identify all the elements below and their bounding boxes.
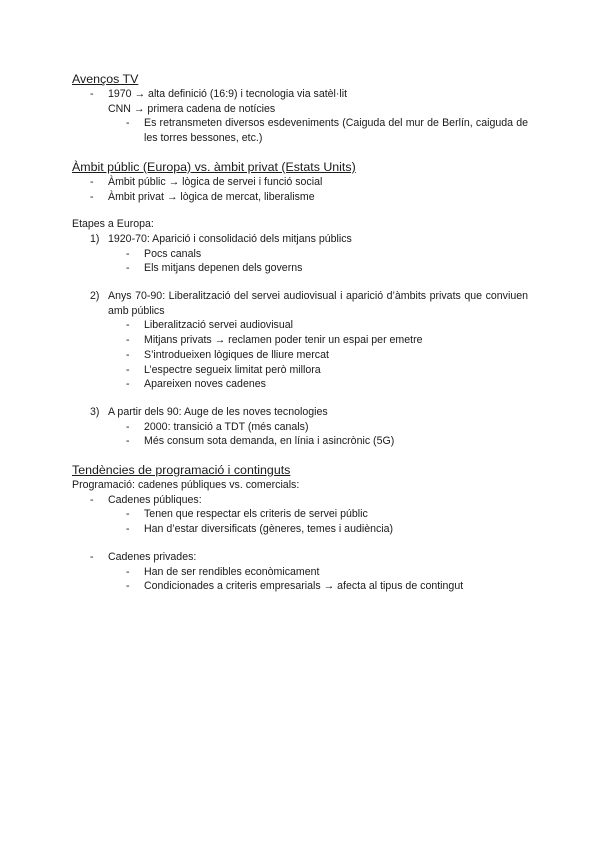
list-item-text: Pocs canals	[144, 247, 202, 260]
sub-list-item	[72, 348, 528, 363]
programacio-intro: Programació: cadenes públiques vs. comercials:	[72, 479, 300, 492]
list-item-text: CNN → primera cadena de notícies	[108, 102, 276, 115]
ambit-list	[72, 175, 528, 204]
list-item-text: Mitjans privats → reclamen poder tenir un espai per emetre	[144, 334, 423, 347]
list-item	[72, 87, 528, 102]
dash-bullet: -	[126, 319, 130, 332]
list-item-text: Es retransmeten diversos esdeveniments (Caiguda del mur de Berlín, caiguda de les torres bessones, etc.)	[144, 117, 528, 145]
list-item-text: 1970 → alta definició (16:9) i tecnologia via satèl·lit	[108, 88, 348, 100]
avencos-list	[72, 87, 528, 146]
stage-text: Anys 70-90: Liberalització del servei audiovisual i aparició d’àmbits privats que conviuen amb públics	[108, 290, 528, 317]
document-page	[72, 71, 528, 594]
dash-bullet: -	[126, 523, 130, 536]
sub-list-item	[72, 507, 528, 522]
dash-bullet: -	[126, 580, 130, 593]
list-item-text: 2000: transició a TDT (més canals)	[144, 420, 309, 433]
list-item	[72, 493, 528, 508]
list-item-text: Apareixen noves cadenes	[144, 378, 266, 391]
list-item-text: Àmbit públic → lògica de servei i funció social	[108, 175, 323, 188]
etapes-list-3	[72, 405, 528, 449]
dash-bullet: -	[90, 190, 94, 203]
dash-bullet: -	[126, 565, 130, 578]
stage-number: 3)	[90, 405, 100, 418]
sub-list-item	[72, 333, 528, 348]
list-item-text: S’introdueixen lògiques de lliure mercat	[144, 348, 329, 361]
cadenes-privades-list	[72, 550, 528, 594]
list-item	[72, 175, 528, 190]
list-item	[72, 102, 528, 117]
sub-list-item	[72, 420, 528, 435]
stage-item	[72, 289, 528, 318]
etapes-intro: Etapes a Europa:	[72, 218, 154, 231]
list-item-text: Condicionades a criteris empresarials → afecta al tipus de contingut	[144, 580, 464, 593]
stage-text: 1920-70: Aparició i consolidació dels mitjans públics	[108, 232, 352, 245]
stage-number: 1)	[90, 232, 100, 245]
list-item	[72, 190, 528, 205]
dash-bullet: -	[126, 508, 130, 521]
dash-bullet: -	[126, 420, 130, 433]
stage-item	[72, 405, 528, 420]
dash-bullet: -	[126, 247, 130, 260]
sub-list-item	[72, 116, 528, 145]
stage-number: 2)	[90, 290, 100, 303]
list-item-text: L’espectre segueix limitat però millora	[144, 363, 321, 376]
dash-bullet: -	[126, 378, 130, 391]
list-item-text: Àmbit privat → lògica de mercat, liberalisme	[108, 190, 315, 203]
sub-list-item	[72, 565, 528, 580]
sub-list-item	[72, 261, 528, 276]
sub-list-item	[72, 247, 528, 262]
sub-list-item	[72, 434, 528, 449]
stage-text: A partir dels 90: Auge de les noves tecnologies	[108, 405, 328, 418]
cadenes-publiques-list	[72, 493, 528, 537]
dash-bullet: -	[90, 175, 94, 188]
list-item-text: Han d’estar diversificats (gèneres, temes i audiència)	[144, 523, 394, 536]
section-heading-avencos: Avenços TV	[72, 72, 139, 86]
sub-list-item	[72, 579, 528, 594]
list-item-text: Tenen que respectar els criteris de servei públic	[144, 508, 368, 521]
dash-bullet: -	[126, 117, 130, 130]
list-item-text: Més consum sota demanda, en línia i asincrònic (5G)	[144, 435, 395, 448]
dash-bullet: -	[126, 262, 130, 275]
dash-bullet: -	[126, 348, 130, 361]
dash-bullet: -	[90, 550, 94, 563]
etapes-list	[72, 232, 528, 276]
sub-list-item	[72, 363, 528, 378]
list-item-text: Liberalització servei audiovisual	[144, 319, 293, 332]
stage-item	[72, 232, 528, 247]
list-item-text: Els mitjans depenen dels governs	[144, 262, 303, 275]
list-item-text: Cadenes públiques:	[108, 493, 202, 506]
list-item-text: Cadenes privades:	[108, 550, 197, 563]
section-heading-tendencies: Tendències de programació i continguts	[72, 463, 291, 478]
sub-list-item	[72, 377, 528, 392]
dash-bullet: -	[90, 88, 94, 100]
dash-bullet: -	[126, 363, 130, 376]
dash-bullet: -	[90, 493, 94, 506]
list-item-text: Han de ser rendibles econòmicament	[144, 565, 320, 578]
dash-bullet: -	[126, 334, 130, 347]
sub-list-item	[72, 318, 528, 333]
section-heading-ambit: Àmbit públic (Europa) vs. àmbit privat (Estats Units)	[72, 159, 356, 174]
sub-list-item	[72, 522, 528, 537]
etapes-list-2	[72, 289, 528, 392]
list-item	[72, 550, 528, 565]
dash-bullet: -	[126, 435, 130, 448]
